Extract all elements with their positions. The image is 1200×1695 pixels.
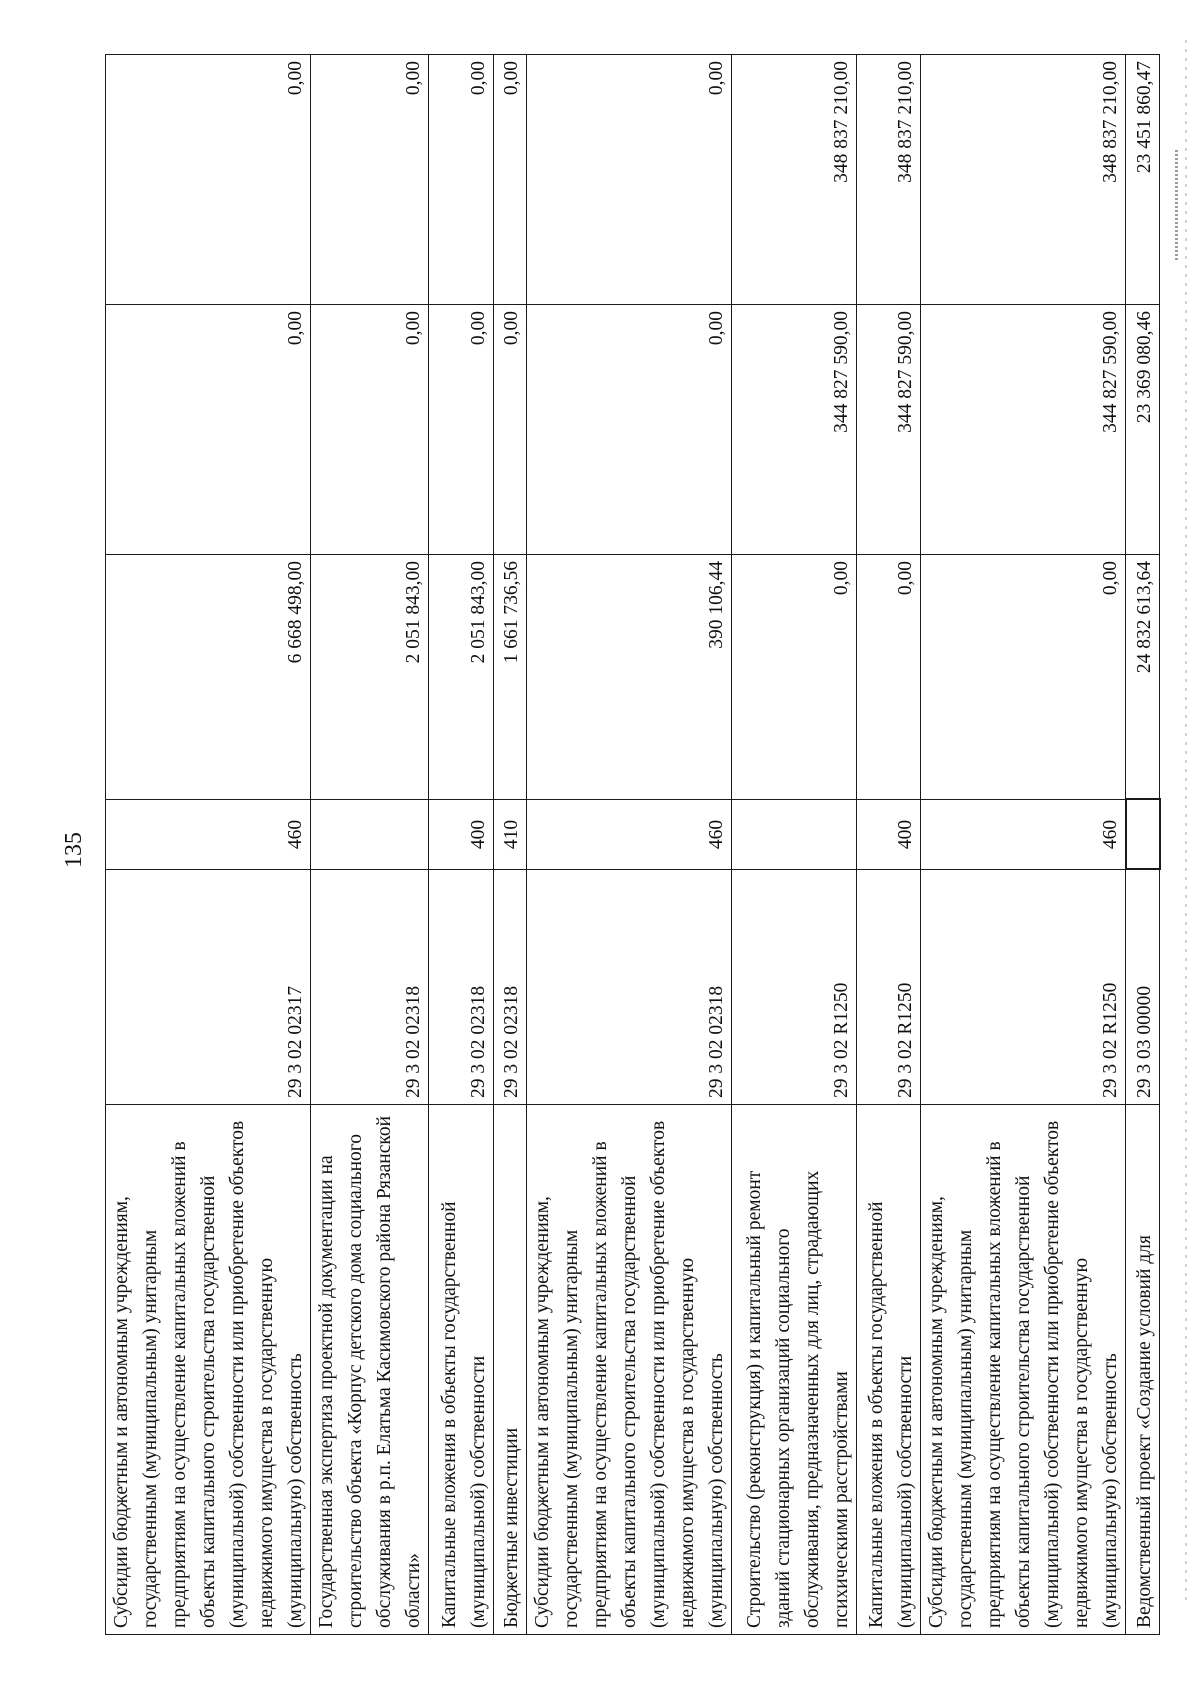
row-amount-1: 0,00 <box>857 555 921 800</box>
row-description: Капитальные вложения в объекты государственной (муниципальной) собственности <box>857 1105 921 1635</box>
row-expense-type: 460 <box>527 800 732 870</box>
row-amount-3: 348 837 210,00 <box>857 55 921 305</box>
table-row <box>106 55 311 1635</box>
row-code: 29 3 02 02318 <box>527 870 732 1105</box>
row-amount-1: 0,00 <box>921 555 1126 800</box>
row-amount-3: 348 837 210,00 <box>921 55 1126 305</box>
row-expense-type: 410 <box>494 800 527 870</box>
table-row <box>311 55 429 1635</box>
row-description: Капитальные вложения в объекты государственной (муниципальной) собственности <box>429 1105 494 1635</box>
row-amount-3: 0,00 <box>429 55 494 305</box>
table-row <box>527 55 732 1635</box>
row-code: 29 3 03 00000 <box>1126 870 1160 1105</box>
row-amount-1: 0,00 <box>732 555 857 800</box>
row-code: 29 3 02 R1250 <box>732 870 857 1105</box>
row-amount-3: 0,00 <box>311 55 429 305</box>
table-row <box>429 55 494 1635</box>
table-row <box>494 55 527 1635</box>
table-row <box>857 55 921 1635</box>
scan-edge-artifact <box>1175 150 1178 260</box>
row-amount-1: 2 051 843,00 <box>429 555 494 800</box>
row-expense-type: 400 <box>429 800 494 870</box>
row-code: 29 3 02 02318 <box>494 870 527 1105</box>
row-description: Субсидии бюджетным и автономным учреждениям, государственным (муниципальным) унитарным предприятиям на осуществление капитальных вложений в объекты капитального строительства государственной (муниципальной) собственности или приобретение объектов недвижимого имущества в государственную (муниципальную) собственность <box>106 1105 311 1635</box>
row-amount-3: 0,00 <box>527 55 732 305</box>
row-amount-2: 0,00 <box>106 305 311 555</box>
row-amount-2: 23 369 080,46 <box>1126 305 1160 555</box>
row-amount-3: 0,00 <box>106 55 311 305</box>
rotated-page-content <box>105 55 1155 1635</box>
row-expense-type: 460 <box>921 800 1126 870</box>
page-number: 135 <box>61 832 87 868</box>
row-description: Субсидии бюджетным и автономным учреждениям, государственным (муниципальным) унитарным предприятиям на осуществление капитальных вложений в объекты капитального строительства государственной (муниципальной) собственности или приобретение объектов недвижимого имущества в государственную (муниципальную) собственность <box>921 1105 1126 1635</box>
row-description: Бюджетные инвестиции <box>494 1105 527 1635</box>
row-description: Ведомственный проект «Создание условий для <box>1126 1105 1160 1635</box>
row-amount-3: 23 451 860,47 <box>1126 55 1160 305</box>
table-row <box>732 55 857 1635</box>
row-expense-type: 460 <box>106 800 311 870</box>
scan-edge-artifact <box>1185 40 1187 1600</box>
row-amount-2: 344 827 590,00 <box>921 305 1126 555</box>
row-amount-1: 6 668 498,00 <box>106 555 311 800</box>
row-amount-1: 2 051 843,00 <box>311 555 429 800</box>
row-amount-2: 344 827 590,00 <box>857 305 921 555</box>
row-code: 29 3 02 R1250 <box>857 870 921 1105</box>
table-row <box>921 55 1126 1635</box>
row-amount-2: 0,00 <box>311 305 429 555</box>
row-description: Субсидии бюджетным и автономным учреждениям, государственным (муниципальным) унитарным предприятиям на осуществление капитальных вложений в объекты капитального строительства государственной (муниципальной) собственности или приобретение объектов недвижимого имущества в государственную (муниципальную) собственность <box>527 1105 732 1635</box>
row-code: 29 3 02 02317 <box>106 870 311 1105</box>
row-expense-type <box>1126 800 1160 870</box>
budget-table <box>105 54 1161 1635</box>
row-expense-type <box>732 800 857 870</box>
row-amount-2: 0,00 <box>527 305 732 555</box>
table-row <box>1126 55 1160 1635</box>
row-amount-1: 390 106,44 <box>527 555 732 800</box>
row-description: Строительство (реконструкция) и капитальный ремонт зданий стационарных организаций социального обслуживания, предназначенных для лиц, страдающих психическими расстройствами <box>732 1105 857 1635</box>
row-expense-type <box>311 800 429 870</box>
row-amount-1: 1 661 736,56 <box>494 555 527 800</box>
row-amount-3: 0,00 <box>494 55 527 305</box>
row-amount-2: 344 827 590,00 <box>732 305 857 555</box>
row-code: 29 3 02 R1250 <box>921 870 1126 1105</box>
row-code: 29 3 02 02318 <box>311 870 429 1105</box>
row-amount-2: 0,00 <box>494 305 527 555</box>
row-amount-2: 0,00 <box>429 305 494 555</box>
row-expense-type: 400 <box>857 800 921 870</box>
row-amount-3: 348 837 210,00 <box>732 55 857 305</box>
row-amount-1: 24 832 613,64 <box>1126 555 1160 800</box>
row-description: Государственная экспертиза проектной документации на строительство объекта «Корпус детского дома социального обслуживания в р.п. Елатьма Касимовского района Рязанской области» <box>311 1105 429 1635</box>
row-code: 29 3 02 02318 <box>429 870 494 1105</box>
